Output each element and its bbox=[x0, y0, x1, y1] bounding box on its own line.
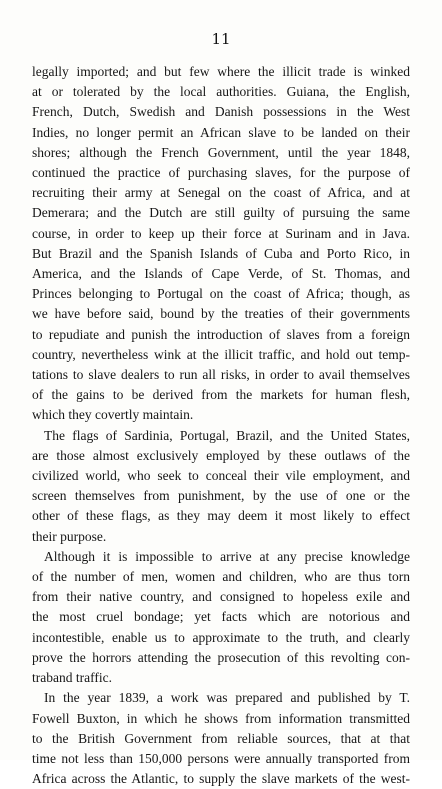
text-line: other of these flags, as they may deem it most likely to effect bbox=[32, 508, 410, 524]
text-line: we have before said, bound by the treaties of their governments bbox=[32, 306, 410, 322]
text-line: country, nevertheless wink at the illicit traffic, and hold out temp- bbox=[32, 346, 410, 362]
text-line: Princes belonging to Portugal on the coast of Africa; though, as bbox=[32, 286, 410, 302]
text-line: legally imported; and but few where the illicit trade is winked bbox=[32, 64, 410, 79]
text-line: incontestible, enable us to approximate to the truth, and clearly bbox=[32, 629, 410, 645]
paragraph bbox=[32, 426, 410, 547]
paragraph bbox=[32, 547, 410, 688]
text-line: of the number of men, women and children, who are thus torn bbox=[32, 569, 410, 585]
paragraph bbox=[32, 62, 410, 426]
text-line: In the year 1839, a work was prepared and published by T. bbox=[44, 690, 410, 706]
text-line: from their native country, and consigned to hopeless exile and bbox=[32, 589, 410, 605]
text-line: recruiting their army at Senegal on the coast of Africa, and at bbox=[32, 185, 410, 201]
text-line: Africa across the Atlantic, to supply the slave markets of the west- bbox=[32, 771, 410, 787]
text-line: The flags of Sardinia, Portugal, Brazil, and the United States, bbox=[44, 427, 410, 443]
text-line: Fowell Buxton, in which he shows from information transmitted bbox=[32, 710, 410, 726]
text-line: French, Dutch, Swedish and Danish possessions in the West bbox=[32, 104, 410, 120]
paragraph bbox=[32, 688, 410, 789]
text-line: civilized world, who seek to conceal their vile employment, and bbox=[32, 468, 410, 484]
text-line: prove the horrors attending the prosecution of this revolting con- bbox=[32, 649, 410, 665]
text-line: traband traffic. bbox=[32, 670, 112, 686]
text-line: continued the practice of purchasing slaves, for the purpose of bbox=[32, 165, 410, 181]
text-line: to repudiate and punish the introduction of slaves from a foreign bbox=[32, 326, 410, 342]
text-line: of the gains to be derived from the markets for human flesh, bbox=[32, 387, 410, 403]
page-number: 11 bbox=[211, 30, 231, 48]
text-line: tations to slave dealers to run all risks, in order to avail themselves bbox=[32, 367, 410, 383]
text-line: are those almost exclusively employed by these outlaws of the bbox=[32, 447, 410, 463]
text-line: Demerara; and the Dutch are still guilty of pursuing the same bbox=[32, 205, 410, 221]
text-line: course, in order to keep up their force at Surinam and in Java. bbox=[32, 225, 410, 241]
text-line: to the British Government from reliable sources, that at that bbox=[32, 730, 410, 746]
text-line: Although it is impossible to arrive at any precise knowledge bbox=[44, 548, 410, 564]
text-line: the most cruel bondage; yet facts which are notorious and bbox=[32, 609, 410, 625]
body-text bbox=[32, 62, 410, 789]
text-line: Indies, no longer permit an African slave to be landed on their bbox=[32, 124, 410, 140]
text-line: shores; although the French Government, until the year 1848, bbox=[32, 144, 410, 160]
text-line: America, and the Islands of Cape Verde, of St. Thomas, and bbox=[32, 266, 410, 282]
text-line: their purpose. bbox=[32, 528, 107, 544]
text-line: But Brazil and the Spanish Islands of Cuba and Porto Rico, in bbox=[32, 245, 410, 261]
text-line: at or tolerated by the local authorities. Guiana, the English, bbox=[32, 84, 410, 100]
text-line: which they covertly maintain. bbox=[32, 407, 194, 423]
text-line: screen themselves from punishment, by the use of one or the bbox=[32, 488, 410, 504]
text-line: time not less than 150,000 persons were annually transported from bbox=[32, 750, 410, 766]
